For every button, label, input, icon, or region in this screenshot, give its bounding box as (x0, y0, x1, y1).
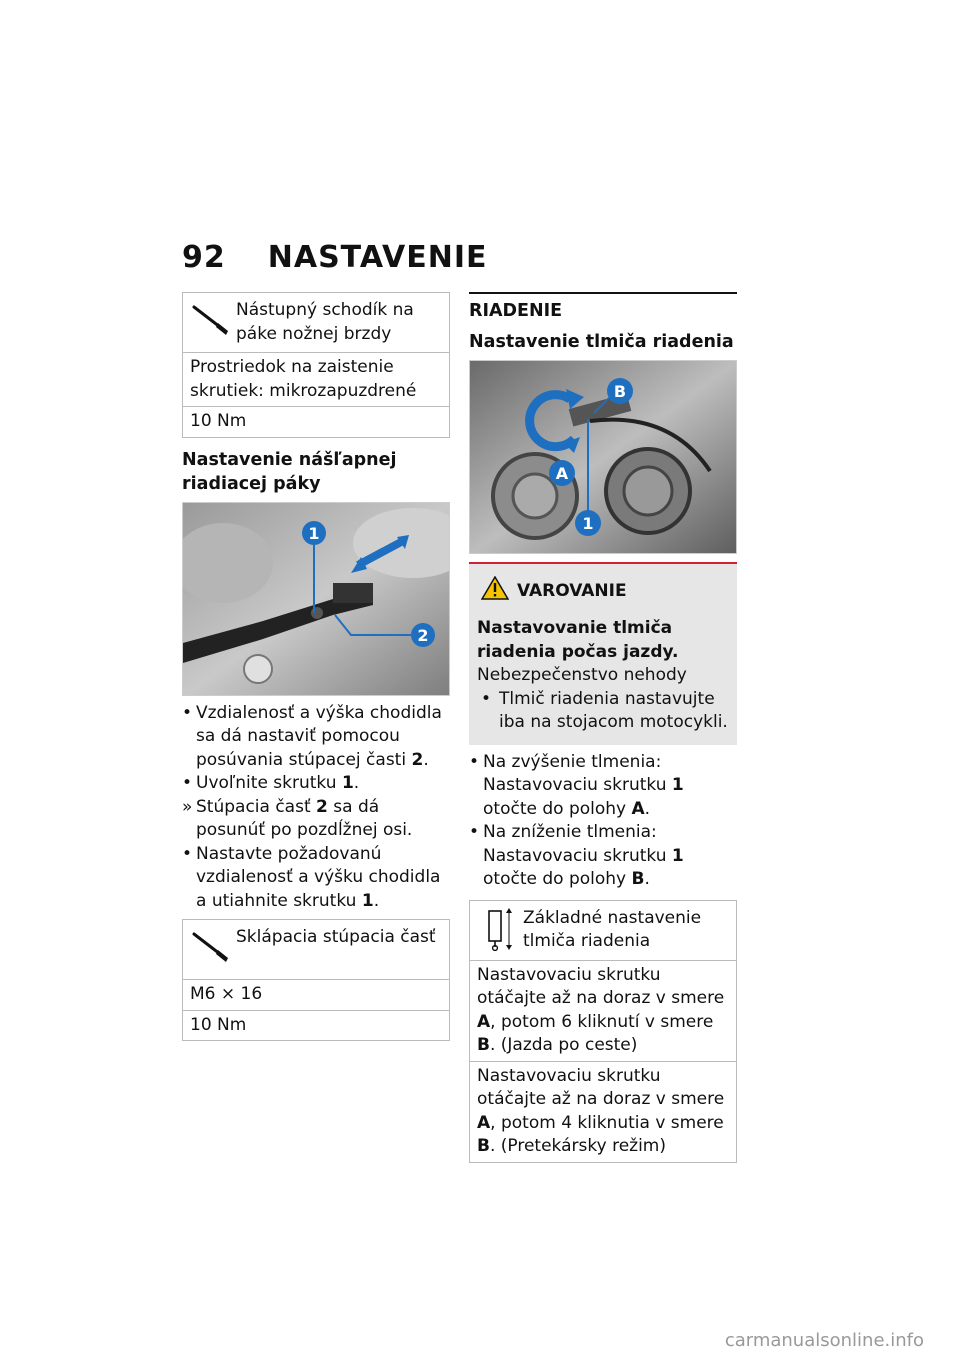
spec-header (183, 293, 449, 352)
page-number: 92 (182, 240, 226, 275)
section-title: RIADENIE (469, 301, 563, 321)
warning-bullet: • Tlmič riadenia nastavujte iba na stojacom motocykli. (481, 688, 728, 732)
warning-text: Nebezpečenstvo nehody (477, 665, 687, 685)
warning-label: VAROVANIE (517, 580, 627, 601)
list-item: • Na zvýšenie tlmenia: Nastavovaciu skrutku 1 otočte do polohy A. (469, 751, 684, 819)
spec-table-folding-step (182, 919, 450, 1041)
wrench-icon (190, 926, 236, 966)
list-item: • Nastavte požadovanú vzdialenosť a výšku chodidla a utiahnite skrutku 1. (182, 843, 441, 911)
section-heading: Nastavenie tlmiča riadenia (469, 331, 734, 352)
spec-row: Nastavovaciu skrutku otáčajte až na doraz v smere A, potom 4 kliknutia v smere B. (Pretekársky režim) (470, 1061, 736, 1162)
photo-label-a: A (555, 463, 569, 483)
wrench-icon (190, 299, 236, 339)
warning-header (477, 576, 729, 608)
instruction-list (182, 702, 450, 914)
list-item: • Uvoľnite skrutku 1. (182, 773, 360, 793)
right-column (469, 292, 737, 1163)
spec-table-damper (469, 900, 737, 1163)
spec-row: 10 Nm (183, 406, 449, 437)
steering-damper-photo (469, 360, 737, 554)
warning-triangle-icon (481, 576, 517, 608)
photo-label-b: B (613, 381, 627, 401)
warning-title: Nastavovanie tlmiča riadenia počas jazdy. (477, 618, 679, 662)
warning-box (469, 562, 737, 745)
spec-header (470, 901, 736, 960)
section-rule (469, 292, 737, 324)
photo-label-2: 2 (417, 625, 429, 645)
left-column (182, 292, 450, 1041)
photo-label-1: 1 (582, 513, 594, 533)
page-header (182, 240, 487, 275)
spec-title: Nástupný schodík na páke nožnej brzdy (236, 300, 414, 344)
list-item: » Stúpacia časť 2 sa dá posunúť po pozdĺžnej osi. (182, 796, 413, 840)
page-title: NASTAVENIE (267, 240, 488, 275)
spec-table-brake-step (182, 292, 450, 438)
footrest-photo (182, 502, 450, 696)
spec-row: 10 Nm (183, 1010, 449, 1041)
spec-row: M6 × 16 (183, 979, 449, 1010)
spec-row: Nastavovaciu skrutku otáčajte až na doraz v smere A, potom 6 kliknutí v smere B. (Jazda po ceste) (470, 960, 736, 1061)
footer-watermark: carmanualsonline.info (724, 1330, 924, 1351)
spec-header (183, 920, 449, 979)
photo-label-1: 1 (308, 523, 320, 543)
spec-title: Základné nastavenie tlmiča riadenia (523, 907, 702, 951)
steering-damper-icon (477, 907, 523, 947)
list-item: • Vzdialenosť a výška chodidla sa dá nastaviť pomocou posúvania stúpacej časti 2. (182, 702, 442, 770)
spec-title: Sklápacia stúpacia časť (236, 927, 436, 947)
instruction-list (469, 751, 737, 892)
list-item: • Na zníženie tlmenia: Nastavovaciu skrutku 1 otočte do polohy B. (469, 822, 684, 889)
section-heading: Nastavenie nášľapnej riadiacej páky (182, 449, 397, 494)
spec-row: Prostriedok na zaistenie skrutiek: mikrozapuzdrené (183, 352, 449, 406)
